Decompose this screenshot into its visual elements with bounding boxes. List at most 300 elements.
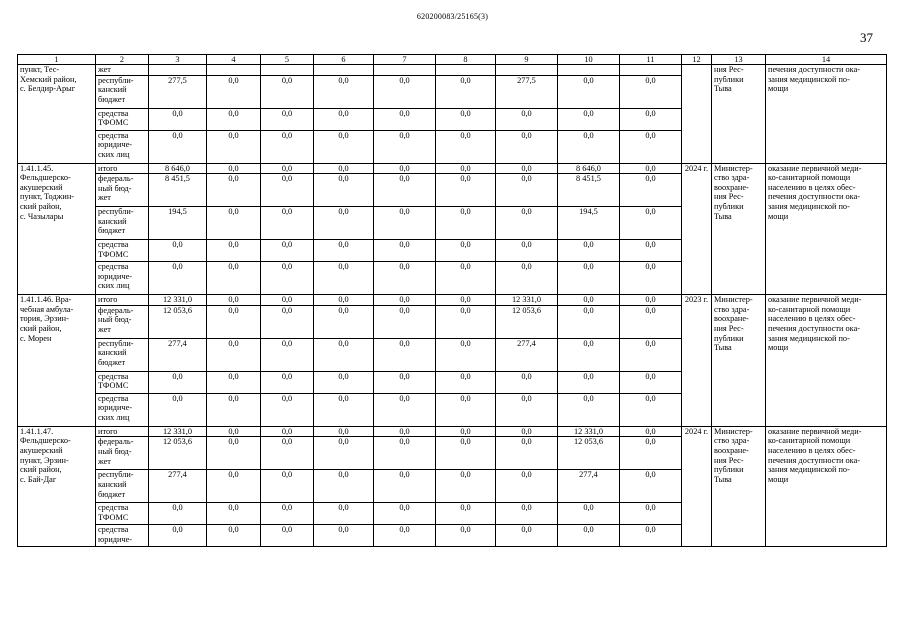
text-line: воохране-: [714, 314, 749, 324]
value-cell: 0,0: [436, 108, 496, 130]
value-cell: 0,0: [558, 305, 620, 338]
text-line: республи-: [98, 207, 134, 217]
value-cell: 0,0: [620, 262, 682, 295]
funding-source-cell: [96, 503, 149, 525]
text-line: юридиче-: [98, 271, 133, 281]
text-line: средства: [98, 108, 129, 118]
text-line: итого: [98, 163, 118, 173]
executor-cell: [712, 426, 766, 547]
value-cell: 0,0: [374, 338, 436, 371]
year-cell: [682, 65, 712, 164]
value-cell: 0,0: [620, 437, 682, 470]
value-cell: [374, 65, 436, 76]
text-line: акушерский: [20, 445, 63, 455]
funding-source-cell: [96, 371, 149, 393]
text-line: жет: [98, 324, 111, 334]
text-line: 1.41.1.47.: [20, 426, 54, 436]
year-cell: 2024 г.: [682, 426, 712, 547]
text-line: Тыва: [714, 343, 732, 353]
value-cell: 0,0: [374, 174, 436, 207]
value-cell: 0,0: [261, 426, 314, 437]
funding-source-cell: [96, 470, 149, 503]
value-cell: 0,0: [374, 130, 436, 163]
value-cell: 0,0: [261, 338, 314, 371]
funding-source-cell: [96, 525, 149, 547]
text-line: итого: [98, 426, 118, 436]
value-cell: 0,0: [314, 338, 374, 371]
value-cell: 0,0: [620, 503, 682, 525]
column-number: 3: [149, 55, 207, 65]
value-cell: 0,0: [496, 262, 558, 295]
text-line: юридиче-: [98, 140, 133, 150]
text-line: с. Чазылары: [20, 211, 64, 221]
text-line: канский: [98, 85, 127, 95]
text-line: канский: [98, 479, 127, 489]
column-number: 14: [766, 55, 887, 65]
value-cell: 0,0: [261, 295, 314, 306]
funding-source-cell: [96, 75, 149, 108]
value-cell: 0,0: [314, 75, 374, 108]
value-cell: 0,0: [374, 470, 436, 503]
column-number: 10: [558, 55, 620, 65]
text-line: ко-санитарной помощи: [768, 173, 851, 183]
value-cell: 12 331,0: [149, 426, 207, 437]
text-line: средства: [98, 525, 129, 535]
value-cell: 0,0: [620, 393, 682, 426]
value-cell: 0,0: [436, 393, 496, 426]
value-cell: 0,0: [374, 262, 436, 295]
text-line: канский: [98, 216, 127, 226]
text-line: населению в целях обес-: [768, 314, 856, 324]
value-cell: 12 053,6: [558, 437, 620, 470]
value-cell: 0,0: [620, 75, 682, 108]
text-line: канский: [98, 348, 127, 358]
table-row: [18, 426, 887, 437]
value-cell: 0,0: [620, 163, 682, 174]
value-cell: 0,0: [374, 305, 436, 338]
text-line: республи-: [98, 338, 134, 348]
value-cell: 0,0: [496, 437, 558, 470]
value-cell: 277,4: [496, 338, 558, 371]
text-line: ский район,: [20, 323, 62, 333]
value-cell: 0,0: [620, 305, 682, 338]
text-line: зания медицинской по-: [768, 465, 850, 475]
value-cell: [558, 65, 620, 76]
text-line: публики: [714, 74, 744, 84]
value-cell: 0,0: [496, 371, 558, 393]
value-cell: 0,0: [496, 426, 558, 437]
value-cell: 0,0: [314, 295, 374, 306]
text-line: средства: [98, 503, 129, 513]
value-cell: 194,5: [149, 207, 207, 240]
value-cell: 0,0: [149, 371, 207, 393]
text-line: оказание первичной меди-: [768, 163, 862, 173]
value-cell: 0,0: [436, 174, 496, 207]
value-cell: 12 053,6: [149, 437, 207, 470]
text-line: 1.41.1.46. Вра-: [20, 295, 72, 305]
value-cell: 0,0: [207, 130, 261, 163]
table-row: [18, 295, 887, 306]
funding-source-cell: [96, 207, 149, 240]
text-line: с. Морен: [20, 333, 52, 343]
value-cell: 0,0: [261, 75, 314, 108]
funding-source-cell: [96, 262, 149, 295]
text-line: оказание первичной меди-: [768, 426, 862, 436]
text-line: республи-: [98, 470, 134, 480]
page-number: 37: [860, 30, 873, 45]
funding-source-cell: [96, 393, 149, 426]
value-cell: 0,0: [314, 470, 374, 503]
text-line: оказание первичной меди-: [768, 295, 862, 305]
value-cell: 0,0: [314, 393, 374, 426]
text-line: ТФОМС: [98, 512, 129, 522]
value-cell: 0,0: [620, 338, 682, 371]
value-cell: 0,0: [620, 426, 682, 437]
text-line: печения доступности ока-: [768, 455, 861, 465]
value-cell: 0,0: [207, 108, 261, 130]
text-line: чебная амбула-: [20, 304, 74, 314]
value-cell: 0,0: [149, 262, 207, 295]
value-cell: 0,0: [374, 525, 436, 547]
text-line: ко-санитарной помощи: [768, 304, 851, 314]
value-cell: 0,0: [314, 503, 374, 525]
value-cell: 0,0: [496, 108, 558, 130]
value-cell: 0,0: [436, 371, 496, 393]
value-cell: [620, 65, 682, 76]
value-cell: 12 331,0: [558, 426, 620, 437]
value-cell: 0,0: [620, 108, 682, 130]
text-line: публики: [714, 333, 744, 343]
column-number: 7: [374, 55, 436, 65]
text-line: ния Рес-: [714, 192, 744, 202]
text-line: ния Рес-: [714, 323, 744, 333]
value-cell: 0,0: [620, 295, 682, 306]
value-cell: 0,0: [207, 262, 261, 295]
value-cell: 0,0: [558, 130, 620, 163]
value-cell: 0,0: [207, 525, 261, 547]
value-cell: [207, 65, 261, 76]
value-cell: 277,4: [558, 470, 620, 503]
text-line: федераль-: [98, 305, 134, 315]
value-cell: 0,0: [314, 240, 374, 262]
text-line: ских лиц: [98, 281, 130, 291]
text-line: жет: [98, 456, 111, 466]
value-cell: 0,0: [261, 525, 314, 547]
value-cell: 0,0: [207, 470, 261, 503]
text-line: ния Рес-: [714, 455, 744, 465]
value-cell: 12 331,0: [149, 295, 207, 306]
value-cell: 8 646,0: [558, 163, 620, 174]
text-line: зания медицинской по-: [768, 201, 850, 211]
text-line: печения доступности ока-: [768, 323, 861, 333]
text-line: ТФОМС: [98, 249, 129, 259]
text-line: акушерский: [20, 182, 63, 192]
value-cell: 0,0: [620, 525, 682, 547]
text-line: средства: [98, 371, 129, 381]
text-line: пункт, Тоджин-: [20, 192, 75, 202]
value-cell: 0,0: [436, 525, 496, 547]
value-cell: 0,0: [207, 426, 261, 437]
value-cell: 0,0: [149, 525, 207, 547]
text-line: Хемский район,: [20, 74, 77, 84]
value-cell: [261, 65, 314, 76]
text-line: юридиче-: [98, 534, 133, 544]
value-cell: 0,0: [207, 295, 261, 306]
value-cell: 0,0: [374, 371, 436, 393]
value-cell: 0,0: [314, 437, 374, 470]
funding-source-cell: [96, 437, 149, 470]
value-cell: 0,0: [558, 75, 620, 108]
column-number: 11: [620, 55, 682, 65]
year-cell: 2024 г.: [682, 163, 712, 295]
document-id: 620200083/25165(3): [416, 12, 489, 21]
value-cell: 0,0: [496, 525, 558, 547]
value-cell: 0,0: [436, 338, 496, 371]
text-line: итого: [98, 295, 118, 305]
value-cell: 0,0: [261, 470, 314, 503]
value-cell: 0,0: [261, 108, 314, 130]
text-line: ко-санитарной помощи: [768, 436, 851, 446]
value-cell: [436, 65, 496, 76]
value-cell: 0,0: [496, 207, 558, 240]
value-cell: 0,0: [261, 262, 314, 295]
value-cell: 12 331,0: [496, 295, 558, 306]
value-cell: 0,0: [558, 108, 620, 130]
value-cell: 0,0: [436, 305, 496, 338]
value-cell: 0,0: [314, 426, 374, 437]
value-cell: 0,0: [558, 338, 620, 371]
text-line: воохране-: [714, 445, 749, 455]
value-cell: 0,0: [261, 393, 314, 426]
column-number: 2: [96, 55, 149, 65]
value-cell: 0,0: [314, 174, 374, 207]
text-line: Тыва: [714, 84, 732, 94]
column-number: 4: [207, 55, 261, 65]
text-line: жет: [98, 193, 111, 203]
object-name-cell: [18, 163, 96, 295]
purpose-cell: [766, 163, 887, 295]
value-cell: 0,0: [436, 130, 496, 163]
value-cell: 0,0: [558, 393, 620, 426]
text-line: жет: [98, 65, 111, 74]
executor-cell: [712, 295, 766, 427]
value-cell: 0,0: [314, 207, 374, 240]
value-cell: 0,0: [374, 295, 436, 306]
value-cell: 0,0: [314, 305, 374, 338]
text-line: ский район,: [20, 465, 62, 475]
text-line: ный бюд-: [98, 183, 132, 193]
text-line: 1.41.1.45.: [20, 163, 54, 173]
text-line: бюджет: [98, 489, 126, 499]
funding-source-cell: [96, 163, 149, 174]
value-cell: 0,0: [374, 393, 436, 426]
funding-source-cell: [96, 130, 149, 163]
value-cell: 0,0: [436, 295, 496, 306]
text-line: воохране-: [714, 182, 749, 192]
value-cell: 0,0: [374, 108, 436, 130]
value-cell: 12 053,6: [149, 305, 207, 338]
text-line: бюджет: [98, 94, 126, 104]
value-cell: 0,0: [436, 470, 496, 503]
header-row: [18, 55, 887, 65]
text-line: средства: [98, 130, 129, 140]
value-cell: 12 053,6: [496, 305, 558, 338]
value-cell: 0,0: [207, 240, 261, 262]
value-cell: 0,0: [149, 108, 207, 130]
value-cell: 0,0: [261, 207, 314, 240]
text-line: зания медицинской по-: [768, 74, 850, 84]
value-cell: 0,0: [558, 525, 620, 547]
text-line: зания медицинской по-: [768, 333, 850, 343]
value-cell: 0,0: [207, 393, 261, 426]
text-line: ный бюд-: [98, 446, 132, 456]
value-cell: 0,0: [620, 240, 682, 262]
value-cell: 277,4: [149, 338, 207, 371]
text-line: бюджет: [98, 226, 126, 236]
value-cell: 8 451,5: [149, 174, 207, 207]
value-cell: 0,0: [314, 108, 374, 130]
executor-cell: [712, 163, 766, 295]
executor-cell: [712, 65, 766, 164]
value-cell: 8 451,5: [558, 174, 620, 207]
value-cell: 0,0: [149, 240, 207, 262]
value-cell: 0,0: [261, 130, 314, 163]
text-line: мощи: [768, 474, 789, 484]
text-line: мощи: [768, 343, 789, 353]
value-cell: 0,0: [374, 163, 436, 174]
text-line: тория, Эрзин-: [20, 314, 69, 324]
value-cell: 0,0: [620, 470, 682, 503]
table-row: [18, 65, 887, 76]
value-cell: 8 646,0: [149, 163, 207, 174]
value-cell: 277,5: [496, 75, 558, 108]
text-line: ство здра-: [714, 304, 750, 314]
text-line: ТФОМС: [98, 381, 129, 391]
value-cell: 0,0: [314, 163, 374, 174]
value-cell: 0,0: [620, 371, 682, 393]
value-cell: 0,0: [261, 371, 314, 393]
value-cell: 0,0: [261, 240, 314, 262]
text-line: Тыва: [714, 474, 732, 484]
funding-source-cell: [96, 295, 149, 306]
text-line: публики: [714, 465, 744, 475]
value-cell: 0,0: [314, 262, 374, 295]
value-cell: 277,4: [149, 470, 207, 503]
funding-source-cell: [96, 426, 149, 437]
funding-source-cell: [96, 65, 149, 76]
value-cell: 0,0: [149, 393, 207, 426]
text-line: ство здра-: [714, 173, 750, 183]
value-cell: 0,0: [374, 75, 436, 108]
text-line: печения доступности ока-: [768, 65, 861, 74]
value-cell: 0,0: [436, 207, 496, 240]
value-cell: 0,0: [207, 338, 261, 371]
text-line: ный бюд-: [98, 315, 132, 325]
purpose-cell: [766, 65, 887, 164]
value-cell: 0,0: [261, 174, 314, 207]
value-cell: 0,0: [314, 130, 374, 163]
text-line: мощи: [768, 84, 789, 94]
value-cell: 0,0: [436, 426, 496, 437]
value-cell: 0,0: [374, 503, 436, 525]
funding-source-cell: [96, 338, 149, 371]
text-line: с. Бай-Даг: [20, 474, 57, 484]
text-line: федераль-: [98, 174, 134, 184]
table-row: [18, 163, 887, 174]
value-cell: 0,0: [374, 207, 436, 240]
value-cell: 194,5: [558, 207, 620, 240]
text-line: федераль-: [98, 437, 134, 447]
value-cell: 0,0: [207, 207, 261, 240]
value-cell: 0,0: [558, 503, 620, 525]
value-cell: 0,0: [436, 163, 496, 174]
value-cell: 277,5: [149, 75, 207, 108]
value-cell: 0,0: [149, 130, 207, 163]
value-cell: 0,0: [374, 437, 436, 470]
text-line: средства: [98, 393, 129, 403]
value-cell: 0,0: [558, 240, 620, 262]
value-cell: 0,0: [558, 371, 620, 393]
text-line: Тыва: [714, 211, 732, 221]
column-number: 1: [18, 55, 96, 65]
text-line: средства: [98, 240, 129, 250]
object-name-cell: [18, 295, 96, 427]
value-cell: [314, 65, 374, 76]
value-cell: [149, 65, 207, 76]
text-line: ский район,: [20, 201, 62, 211]
text-line: бюджет: [98, 357, 126, 367]
value-cell: 0,0: [496, 130, 558, 163]
text-line: Министер-: [714, 295, 753, 305]
value-cell: 0,0: [314, 371, 374, 393]
text-line: населению в целях обес-: [768, 445, 856, 455]
text-line: Фельдшерско-: [20, 173, 71, 183]
value-cell: 0,0: [207, 75, 261, 108]
text-line: публики: [714, 201, 744, 211]
value-cell: 0,0: [207, 503, 261, 525]
value-cell: 0,0: [207, 305, 261, 338]
financing-table: [17, 54, 887, 547]
value-cell: 0,0: [261, 163, 314, 174]
funding-source-cell: [96, 108, 149, 130]
text-line: Фельдшерско-: [20, 436, 71, 446]
value-cell: 0,0: [149, 503, 207, 525]
value-cell: 0,0: [261, 437, 314, 470]
value-cell: 0,0: [207, 174, 261, 207]
value-cell: 0,0: [207, 437, 261, 470]
text-line: Министер-: [714, 163, 753, 173]
value-cell: 0,0: [620, 207, 682, 240]
value-cell: 0,0: [620, 174, 682, 207]
value-cell: 0,0: [436, 437, 496, 470]
column-number: 6: [314, 55, 374, 65]
funding-source-cell: [96, 305, 149, 338]
purpose-cell: [766, 295, 887, 427]
value-cell: 0,0: [261, 503, 314, 525]
purpose-cell: [766, 426, 887, 547]
text-line: ния Рес-: [714, 65, 744, 74]
value-cell: 0,0: [496, 240, 558, 262]
value-cell: 0,0: [558, 262, 620, 295]
value-cell: 0,0: [374, 240, 436, 262]
column-number: 8: [436, 55, 496, 65]
column-number: 9: [496, 55, 558, 65]
text-line: ство здра-: [714, 436, 750, 446]
value-cell: [496, 65, 558, 76]
value-cell: 0,0: [436, 262, 496, 295]
year-cell: 2023 г.: [682, 295, 712, 427]
value-cell: 0,0: [558, 295, 620, 306]
